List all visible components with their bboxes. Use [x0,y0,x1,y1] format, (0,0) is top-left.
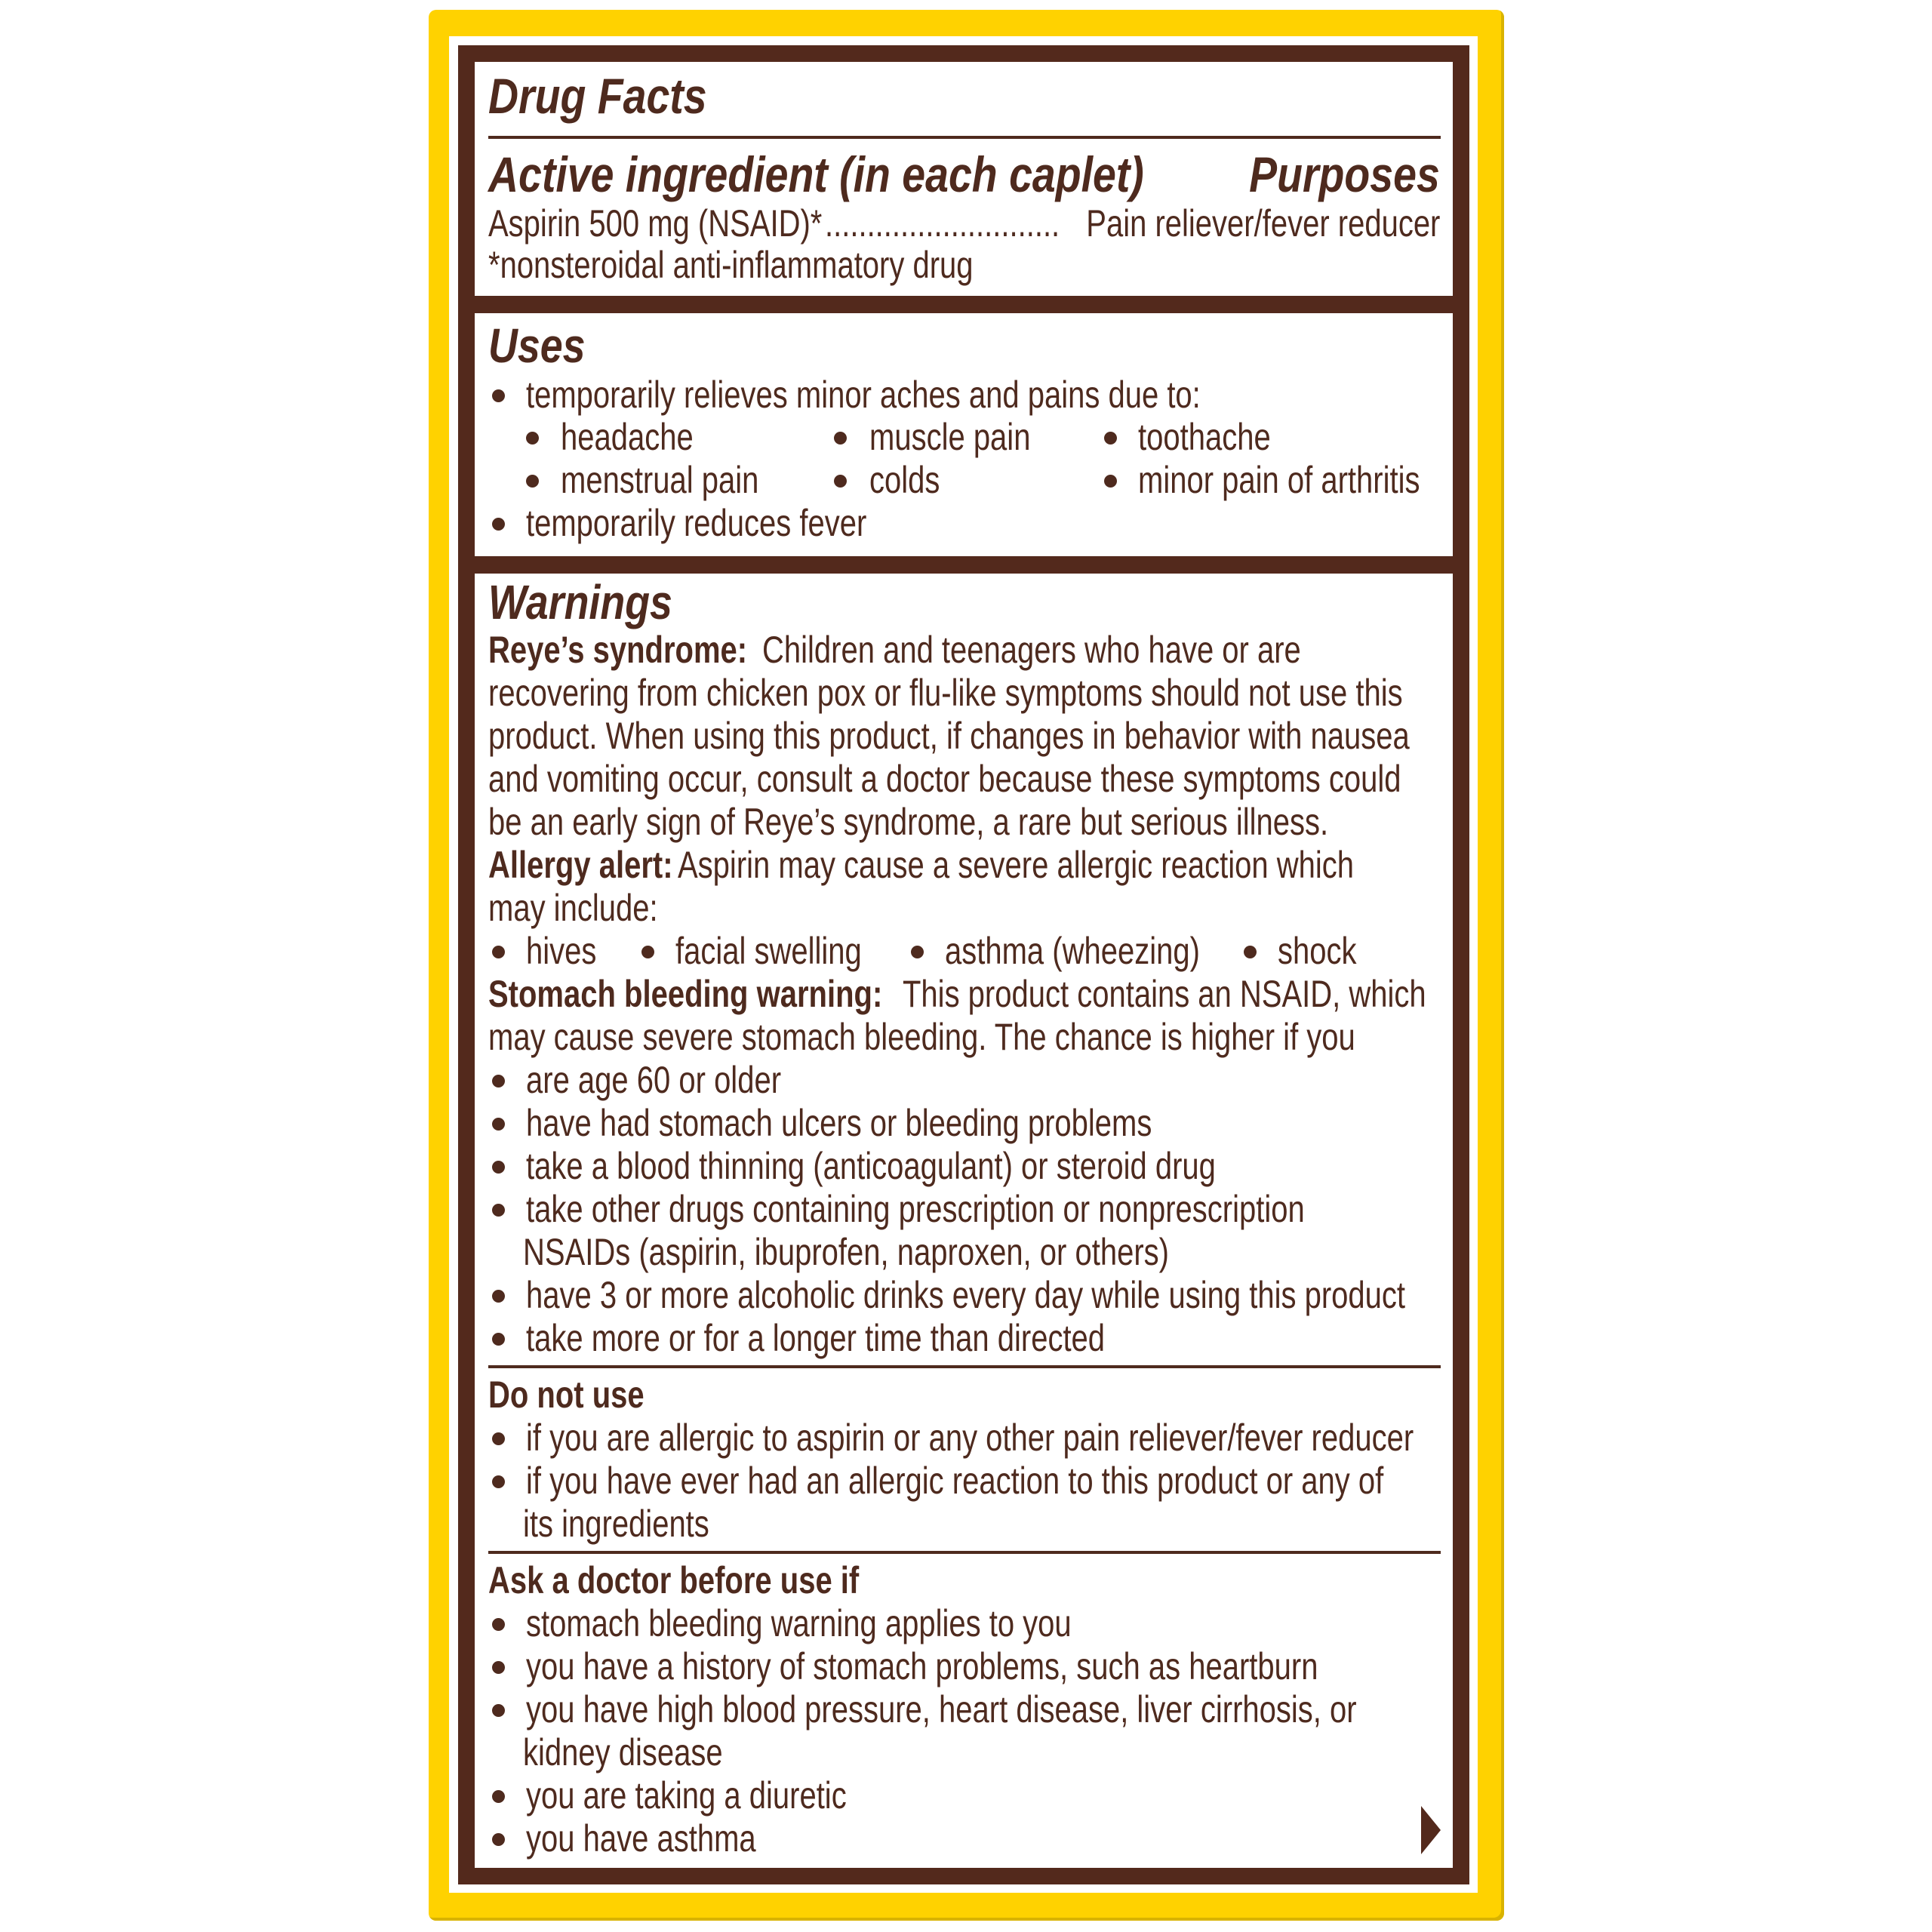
stomach-item: take more or for a longer time than directed [526,1317,1106,1359]
bullet-icon [492,1118,505,1131]
stomach-bleeding-text: This product contains an NSAID, which [903,973,1426,1015]
bullet-icon [641,946,654,958]
do-not-use-heading: Do not use [488,1374,645,1416]
stomach-item: have had stomach ulcers or bleeding problems [526,1102,1152,1144]
stomach-item: take a blood thinning (anticoagulant) or steroid drug [526,1145,1216,1187]
bullet-icon [911,946,924,958]
bullet-icon [834,475,847,488]
purposes-heading: Purposes [1249,146,1440,202]
bullet-icon [526,432,539,445]
stomach-bleeding-text: may cause severe stomach bleeding. The chance is higher if you [488,1016,1355,1058]
reyes-text: and vomiting occur, consult a doctor because these symptoms could [488,758,1401,800]
drug-facts-title: Drug Facts [488,68,707,124]
uses-subitem: headache [561,416,694,458]
ask-doctor-item: stomach bleeding warning applies to you [526,1602,1072,1644]
do-not-use-divider [488,1365,1441,1368]
continued-arrow-icon [1421,1806,1441,1854]
allergy-item: shock [1278,930,1357,972]
stomach-item: are age 60 or older [526,1059,782,1101]
bullet-icon [492,1432,505,1445]
bullet-icon [492,946,505,958]
reyes-text: product. When using this product, if changes in behavior with nausea [488,715,1410,757]
uses-item: temporarily relieves minor aches and pains due to: [526,374,1201,416]
reyes-text: be an early sign of Reye’s syndrome, a rare but serious illness. [488,801,1329,843]
reyes-label: Reye’s syndrome: [488,629,748,671]
warnings-heading: Warnings [488,575,672,629]
do-not-use-item: if you are allergic to aspirin or any other pain reliever/fever reducer [526,1417,1414,1459]
allergy-label: Allergy alert: [488,844,673,886]
ask-doctor-heading: Ask a doctor before use if [488,1559,860,1601]
uses-subitem: menstrual pain [561,459,759,501]
bullet-icon [492,1475,505,1488]
ingredient-name: Aspirin 500 mg (NSAID)* [488,202,823,245]
bullet-icon [492,1333,505,1346]
stomach-bleeding-label: Stomach bleeding warning: [488,973,883,1015]
reyes-text: recovering from chicken pox or flu-like symptoms should not use this [488,672,1403,714]
do-not-use-item: if you have ever had an allergic reaction to this product or any of [526,1460,1384,1502]
nsaid-footnote: *nonsteroidal anti-inflammatory drug [488,244,974,286]
bullet-icon [492,1290,505,1303]
bullet-icon [492,1833,505,1846]
allergy-text: may include: [488,887,658,929]
leader-dots: ............................ [825,202,1060,245]
bullet-icon [526,475,539,488]
bullet-icon [492,1790,505,1803]
title-divider [488,136,1441,139]
stomach-item: take other drugs containing prescription or nonprescription [526,1188,1305,1230]
bullet-icon [492,518,505,531]
ask-doctor-item: you have high blood pressure, heart disease, liver cirrhosis, or [526,1688,1357,1730]
bullet-icon [492,1618,505,1631]
uses-subitem: minor pain of arthritis [1138,459,1420,501]
bullet-icon [1104,475,1117,488]
stomach-item-continued: NSAIDs (aspirin, ibuprofen, naproxen, or others) [523,1231,1169,1273]
ask-doctor-item: you are taking a diuretic [526,1774,847,1817]
uses-heading: Uses [488,318,586,373]
bullet-icon [492,389,505,402]
reyes-text: Children and teenagers who have or are [762,629,1301,671]
bullet-icon [492,1661,505,1674]
ask-doctor-item: you have a history of stomach problems, such as heartburn [526,1645,1318,1687]
bullet-icon [834,432,847,445]
uses-subitem: colds [869,459,940,501]
bullet-icon [1104,432,1117,445]
bullet-icon [492,1204,505,1217]
allergy-text: Aspirin may cause a severe allergic reaction which [678,844,1354,886]
bullet-icon [1244,946,1257,958]
uses-subitem: muscle pain [869,416,1031,458]
allergy-item: asthma (wheezing) [945,930,1200,972]
bullet-icon [492,1161,505,1174]
bullet-icon [492,1075,505,1088]
bullet-icon [492,1704,505,1717]
ask-doctor-item: you have asthma [526,1817,756,1860]
uses-subitem: toothache [1138,416,1271,458]
active-ingredient-heading: Active ingredient (in each caplet) [488,146,1144,202]
stomach-item: have 3 or more alcoholic drinks every day while using this product [526,1274,1406,1316]
uses-item: temporarily reduces fever [526,502,867,544]
ask-doctor-item-continued: kidney disease [523,1731,723,1774]
allergy-item: hives [526,930,597,972]
allergy-item: facial swelling [675,930,862,972]
do-not-use-item-continued: its ingredients [523,1503,709,1545]
ask-doctor-divider [488,1551,1441,1554]
ingredient-purpose: Pain reliever/fever reducer [1085,202,1440,245]
